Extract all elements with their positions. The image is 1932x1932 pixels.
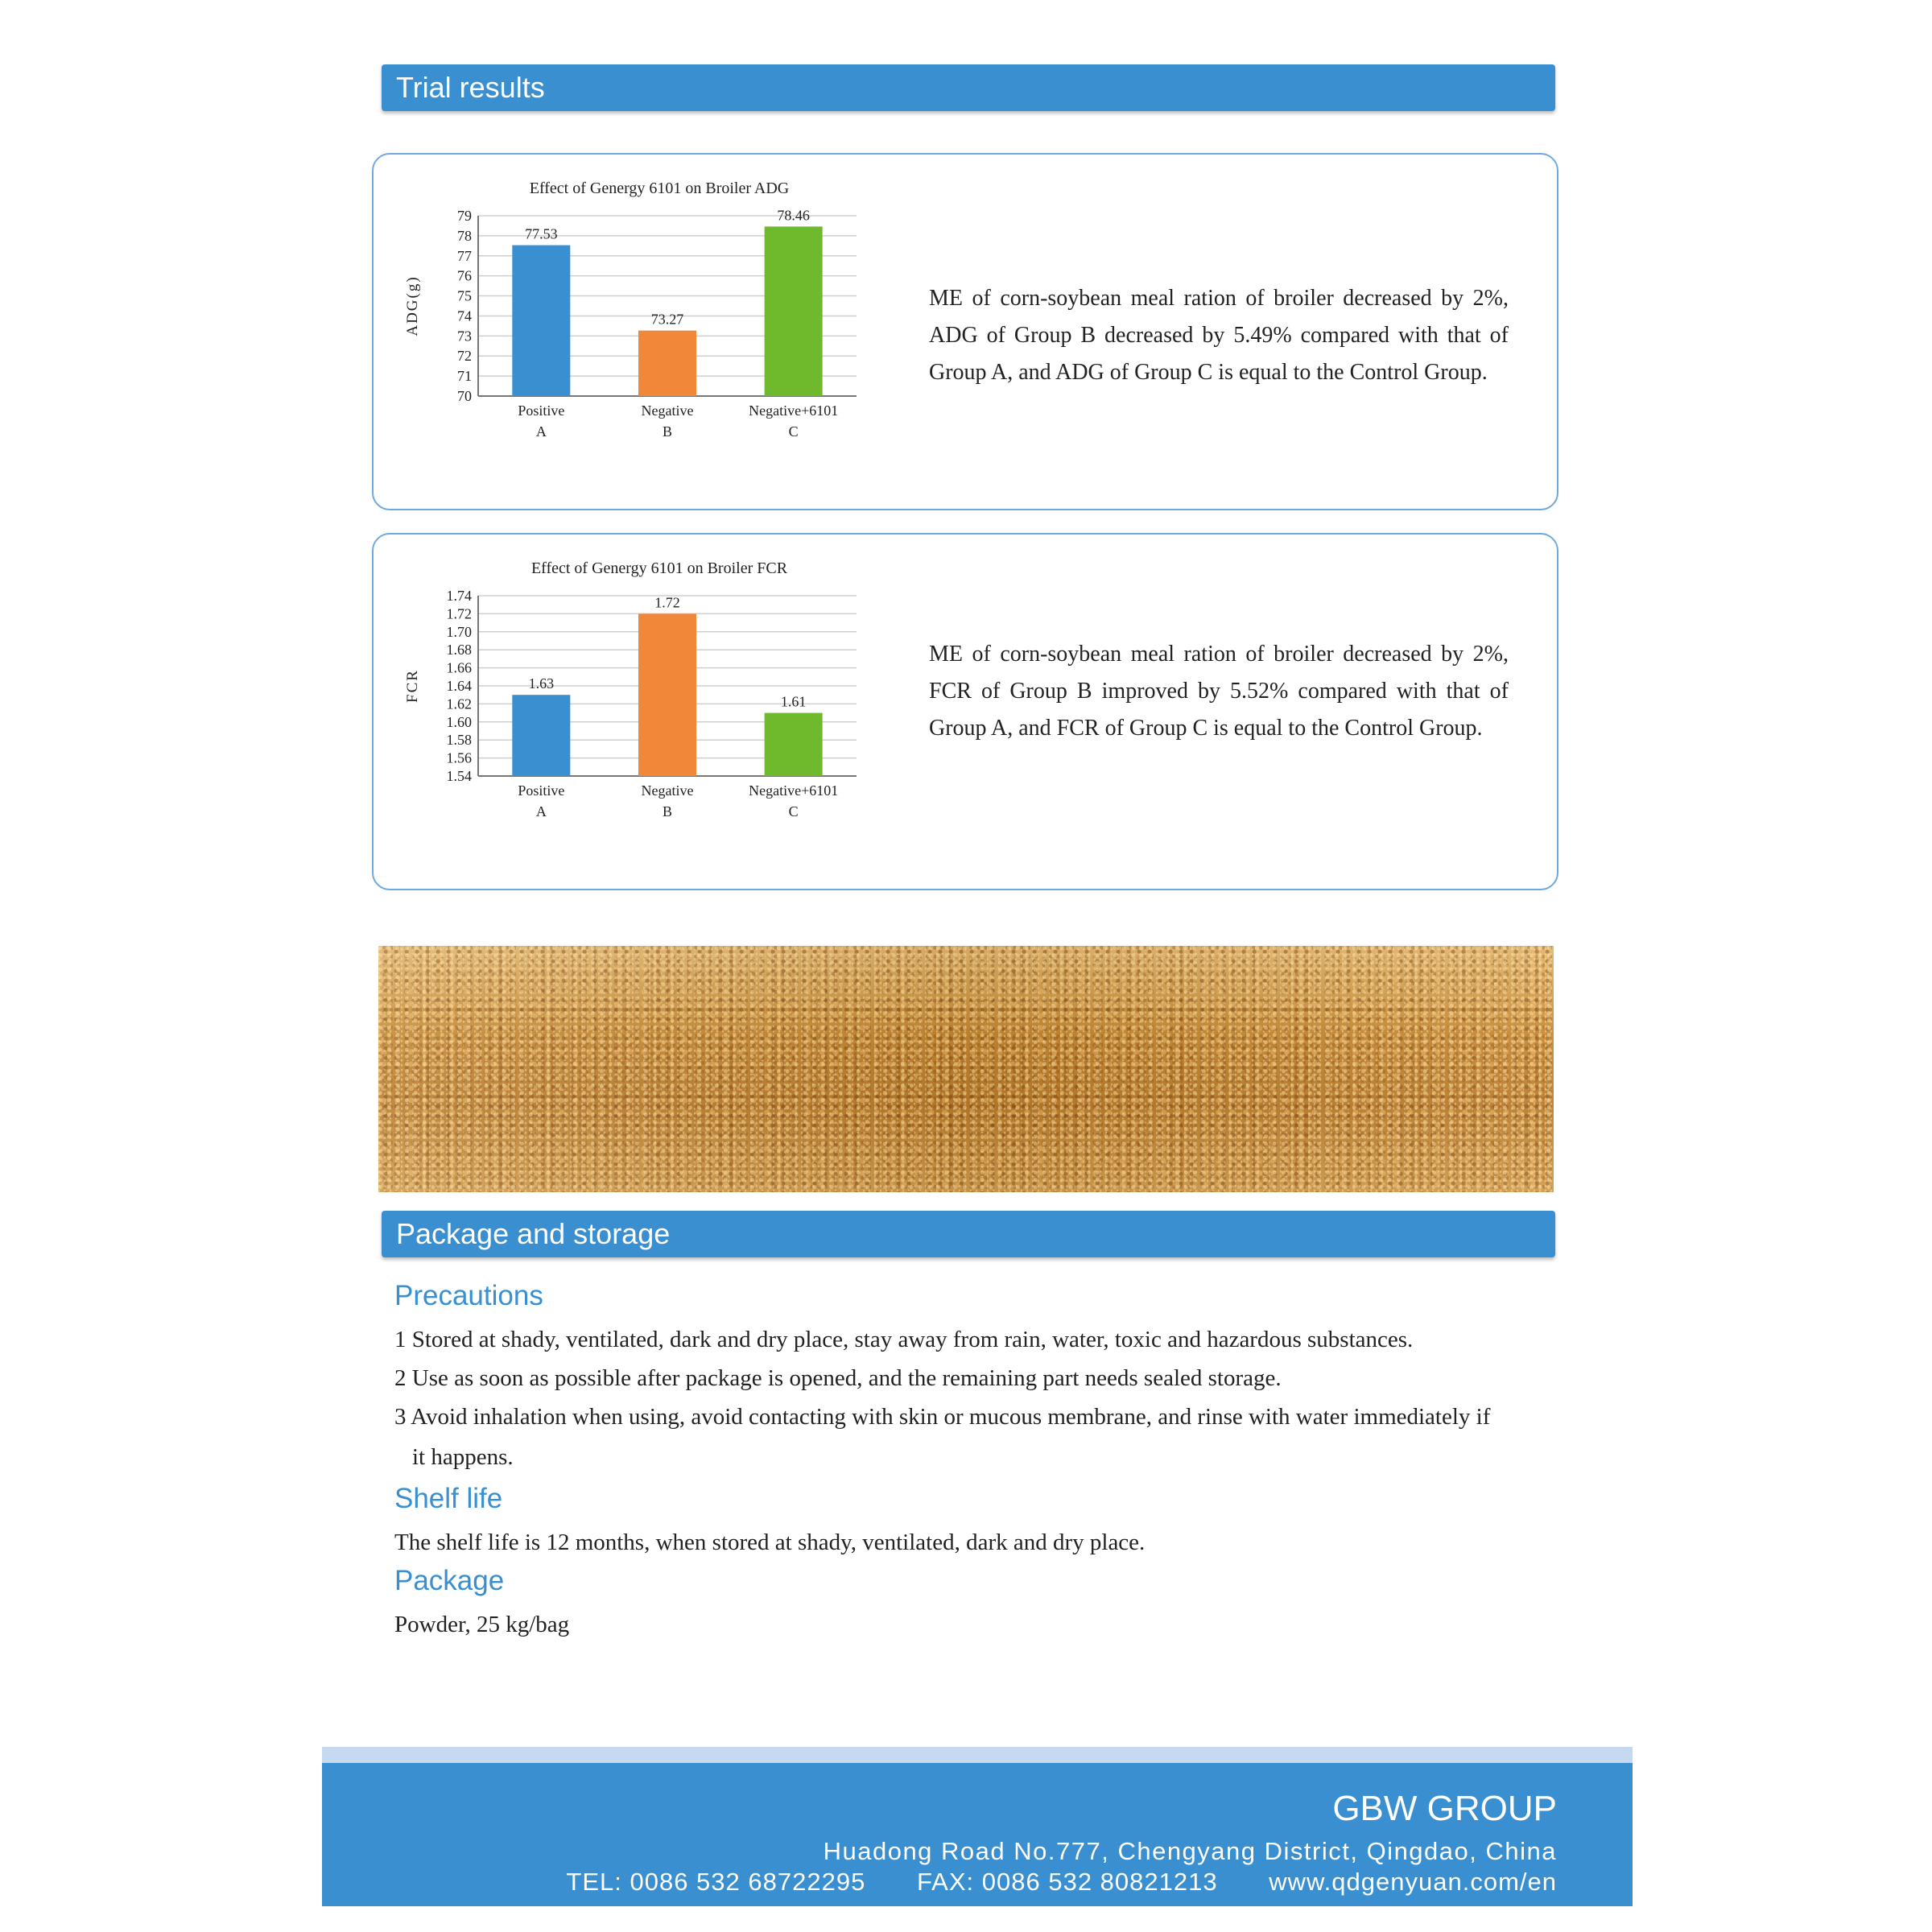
precautions-heading: Precautions bbox=[394, 1280, 543, 1311]
x-tick-label: Positive bbox=[518, 402, 565, 419]
x-tick-sublabel: B bbox=[662, 423, 673, 440]
x-tick-sublabel: B bbox=[662, 803, 673, 819]
y-tick-label: 1.54 bbox=[446, 768, 472, 784]
y-tick-label: 1.64 bbox=[446, 678, 472, 694]
y-tick-label: 1.72 bbox=[446, 605, 472, 622]
bar-value-label: 78.46 bbox=[777, 207, 810, 224]
website-link[interactable]: www.qdgenyuan.com/en bbox=[1269, 1868, 1557, 1896]
fcr-result-text: ME of corn-soybean meal ration of broiler decreased by 2%, FCR of Group B improved by 5.52% compared with that of Group A, and FCR of Group C is equal to the Control Group. bbox=[929, 642, 1509, 741]
company-address: Huadong Road No.777, Chengyang District, Qingdao, China bbox=[823, 1837, 1557, 1865]
y-tick-label: 79 bbox=[457, 208, 472, 224]
precaution-item: 3 Avoid inhalation when using, avoid contacting with skin or mucous membrane, and rinse with water immediately if bbox=[394, 1404, 1491, 1430]
x-tick-label: Negative+6101 bbox=[749, 402, 839, 419]
company-name: GBW GROUP bbox=[1332, 1789, 1557, 1828]
section-title: Package and storage bbox=[396, 1217, 671, 1250]
y-tick-label: 1.60 bbox=[446, 713, 472, 730]
bar bbox=[512, 695, 570, 776]
precaution-item: 1 Stored at shady, ventilated, dark and dry place, stay away from rain, water, toxic and hazardous substances. bbox=[394, 1327, 1414, 1352]
section-header-package-storage bbox=[382, 1211, 1555, 1257]
footer-accent-strip bbox=[322, 1747, 1633, 1763]
y-tick-label: 77 bbox=[457, 247, 472, 264]
shelf-life-text: The shelf life is 12 months, when stored at shady, ventilated, dark and dry place. bbox=[394, 1530, 1146, 1555]
y-axis-label: FCR bbox=[404, 669, 421, 703]
y-tick-label: 1.70 bbox=[446, 623, 472, 640]
bar bbox=[638, 613, 696, 776]
product-powder-photo bbox=[378, 946, 1554, 1192]
fax: FAX: 0086 532 80821213 bbox=[916, 1868, 1218, 1896]
y-tick-label: 1.58 bbox=[446, 732, 472, 749]
bar bbox=[512, 246, 570, 396]
y-tick-label: 74 bbox=[457, 308, 472, 324]
section-title: Trial results bbox=[396, 71, 545, 104]
adg-result-panel bbox=[372, 153, 1558, 510]
bar bbox=[765, 713, 823, 776]
x-tick-label: Negative bbox=[641, 782, 694, 799]
y-tick-label: 72 bbox=[457, 348, 472, 365]
bar-value-label: 1.61 bbox=[780, 693, 807, 710]
adg-result-text: ME of corn-soybean meal ration of broiler decreased by 2%, ADG of Group B decreased by 5.49% compared with that of Group A, and ADG of Group C is equal to the Control Group. bbox=[929, 286, 1509, 385]
bar-value-label: 73.27 bbox=[650, 311, 684, 328]
bar bbox=[765, 226, 823, 396]
y-tick-label: 1.66 bbox=[446, 659, 472, 676]
y-tick-label: 1.68 bbox=[446, 642, 472, 658]
package-heading: Package bbox=[394, 1565, 505, 1596]
x-tick-label: Positive bbox=[518, 782, 565, 799]
package-text: Powder, 25 kg/bag bbox=[394, 1612, 570, 1637]
fcr-result-panel bbox=[372, 533, 1558, 890]
fcr-bar-chart bbox=[382, 543, 913, 881]
shelf-life-heading: Shelf life bbox=[394, 1483, 503, 1514]
chart-title: Effect of Genergy 6101 on Broiler FCR bbox=[530, 559, 788, 577]
bar bbox=[638, 331, 696, 396]
y-tick-label: 70 bbox=[457, 388, 472, 404]
bar-value-label: 1.63 bbox=[528, 675, 555, 692]
x-tick-label: Negative+6101 bbox=[749, 782, 839, 799]
x-tick-label: Negative bbox=[641, 402, 694, 419]
bar-value-label: 77.53 bbox=[525, 225, 558, 242]
y-tick-label: 1.74 bbox=[446, 588, 472, 604]
x-tick-sublabel: A bbox=[535, 803, 547, 819]
adg-bar-chart bbox=[382, 163, 913, 501]
footer bbox=[322, 1763, 1633, 1906]
x-tick-sublabel: C bbox=[788, 423, 799, 440]
contact-line bbox=[566, 1868, 1557, 1897]
y-tick-label: 71 bbox=[457, 368, 472, 385]
y-tick-label: 1.62 bbox=[446, 696, 472, 712]
telephone: TEL: 0086 532 68722295 bbox=[566, 1868, 866, 1896]
section-header-trial-results bbox=[382, 64, 1555, 111]
y-tick-label: 76 bbox=[457, 267, 472, 284]
bar-value-label: 1.72 bbox=[654, 594, 680, 611]
x-tick-sublabel: C bbox=[788, 803, 799, 819]
y-tick-label: 75 bbox=[457, 287, 472, 304]
chart-title: Effect of Genergy 6101 on Broiler ADG bbox=[529, 180, 790, 197]
y-tick-label: 1.56 bbox=[446, 749, 472, 766]
y-tick-label: 73 bbox=[457, 328, 472, 345]
y-axis-label: ADG(g) bbox=[404, 275, 421, 336]
precaution-item-continued: it happens. bbox=[412, 1444, 514, 1470]
precaution-item: 2 Use as soon as possible after package is opened, and the remaining part needs sealed storage. bbox=[394, 1365, 1282, 1391]
x-tick-sublabel: A bbox=[535, 423, 547, 440]
y-tick-label: 78 bbox=[457, 227, 472, 244]
